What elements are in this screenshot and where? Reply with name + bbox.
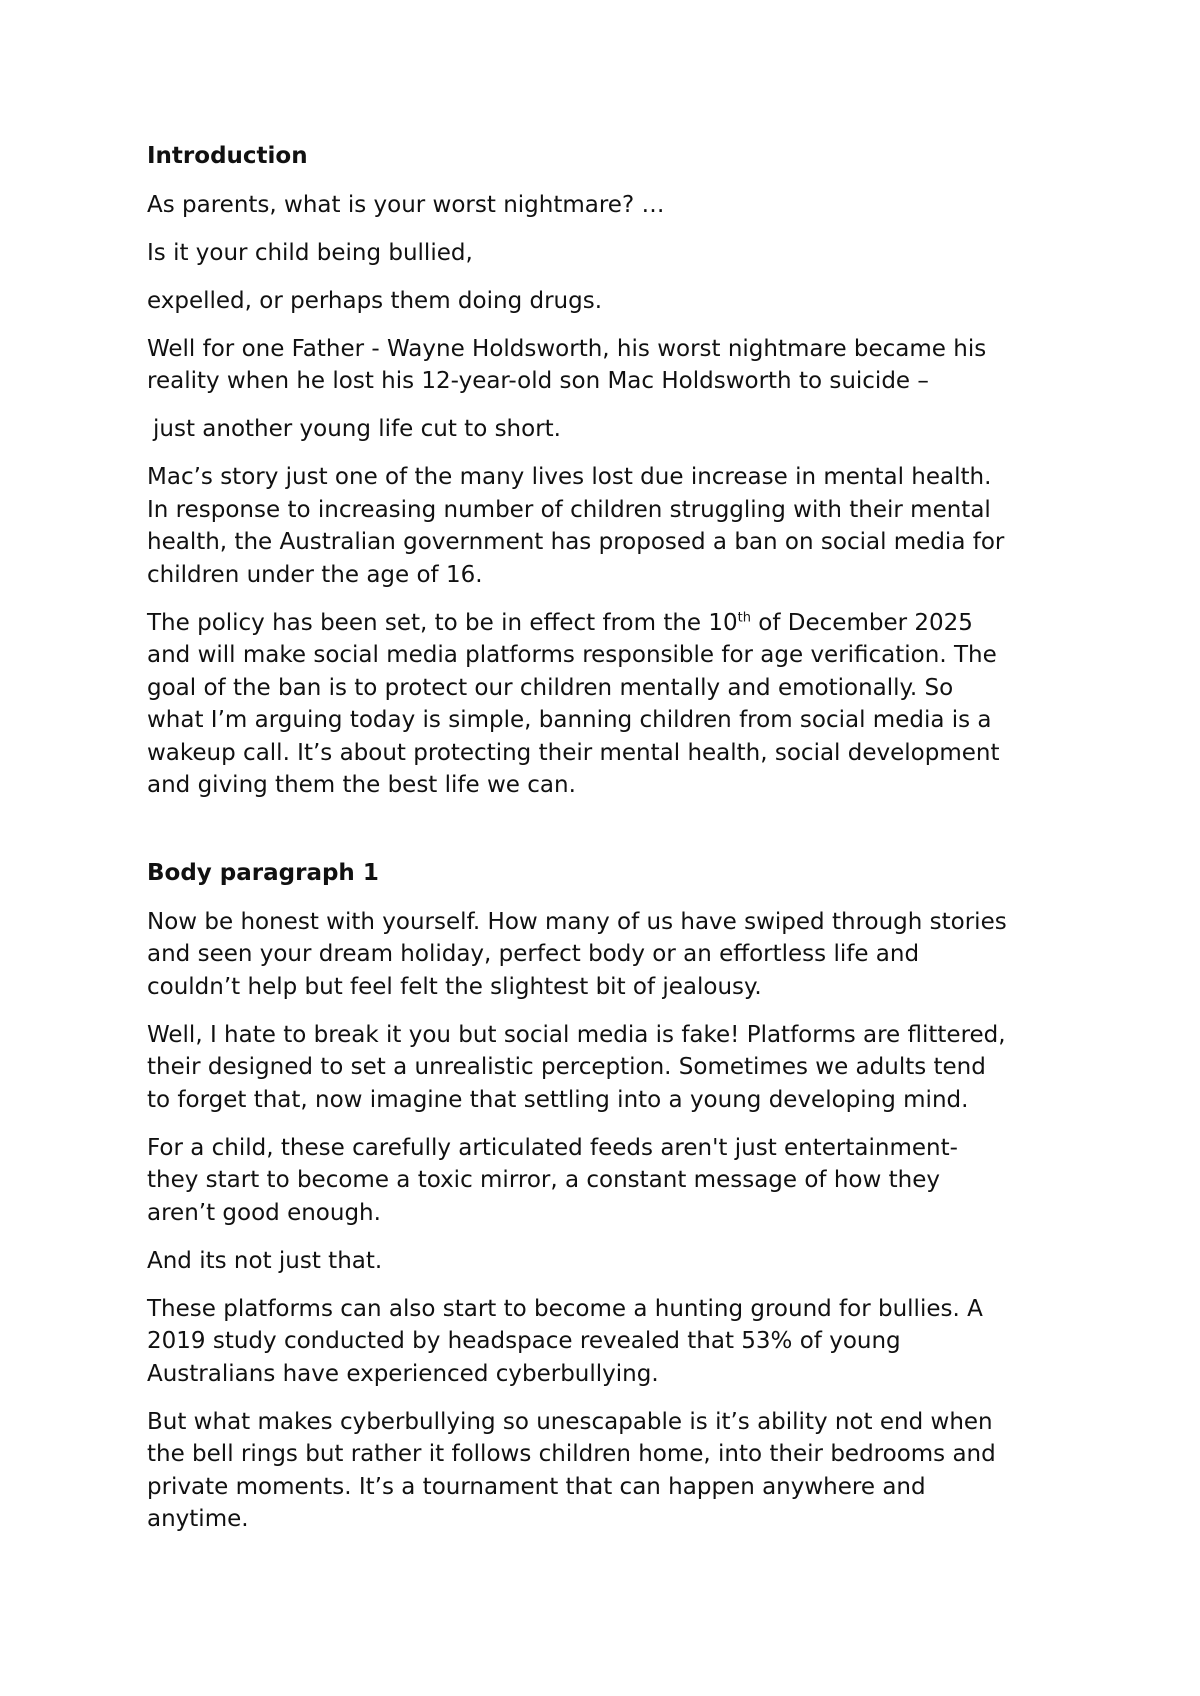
text-line: reality when he lost his 12-year-old son Mac Holdsworth to suicide – xyxy=(147,368,929,394)
body1-paragraph-4: And its not just that. xyxy=(147,1247,383,1274)
text-line: Australians have experienced cyberbullying. xyxy=(147,1360,659,1387)
intro-paragraph-7 xyxy=(147,607,1087,802)
intro-paragraph-4 xyxy=(147,333,1087,398)
text-line: wakeup call. It’s about protecting their mental health, social development xyxy=(147,739,1000,766)
text-line: goal of the ban is to protect our children mentally and emotionally. So xyxy=(147,674,954,701)
text-line: In response to increasing number of children struggling with their mental xyxy=(147,496,991,523)
text-line: 2019 study conducted by headspace revealed that 53% of young xyxy=(147,1328,901,1354)
body-paragraph-1-heading: Body paragraph 1 xyxy=(147,860,379,886)
text-line xyxy=(147,607,1087,640)
section-spacer xyxy=(147,817,1087,857)
text-line: and seen your dream holiday, perfect body or an effortless life and xyxy=(147,941,920,967)
introduction-heading: Introduction xyxy=(147,143,308,169)
text-line: the bell rings but rather it follows children home, into their bedrooms and xyxy=(147,1441,996,1467)
text-line: and giving them the best life we can. xyxy=(147,772,576,798)
intro-paragraph-5: just another young life cut to short. xyxy=(153,416,561,442)
document-page xyxy=(147,140,1087,1551)
text-line: But what makes cyberbullying so unescapable is it’s ability not end when xyxy=(147,1408,993,1435)
text-line: For a child, these carefully articulated feeds aren't just entertainment- xyxy=(147,1134,958,1161)
text-line: children under the age of 16. xyxy=(147,561,483,588)
text-line: Mac’s story just one of the many lives lost due increase in mental health. xyxy=(147,464,992,490)
body1-paragraph-6 xyxy=(147,1406,1087,1536)
body1-paragraph-2 xyxy=(147,1019,1087,1117)
text-line: These platforms can also start to become a hunting ground for bullies. A xyxy=(147,1295,983,1322)
intro-paragraph-3: expelled, or perhaps them doing drugs. xyxy=(147,287,603,314)
intro-paragraph-1: As parents, what is your worst nightmare? … xyxy=(147,191,665,218)
text-line: their designed to set a unrealistic perception. Sometimes we adults tend xyxy=(147,1054,986,1080)
text-line: what I’m arguing today is simple, banning children from social media is a xyxy=(147,707,992,733)
text-line: Now be honest with yourself. How many of us have swiped through stories xyxy=(147,908,1007,935)
text-line: health, the Australian government has proposed a ban on social media for xyxy=(147,529,1005,555)
text-line: private moments. It’s a tournament that can happen anywhere and xyxy=(147,1473,926,1500)
text-line: to forget that, now imagine that settling into a young developing mind. xyxy=(147,1086,969,1113)
text-line: Well, I hate to break it you but social media is fake! Platforms are flittered, xyxy=(147,1021,1006,1048)
body1-paragraph-1 xyxy=(147,906,1087,1004)
text-fragment: of December 2025 xyxy=(751,609,973,636)
intro-paragraph-6 xyxy=(147,461,1087,591)
superscript: th xyxy=(737,609,751,625)
body1-paragraph-3 xyxy=(147,1132,1087,1230)
text-line: aren’t good enough. xyxy=(147,1199,381,1226)
body1-paragraph-5 xyxy=(147,1293,1087,1391)
text-line: couldn’t help but feel felt the slightest bit of jealousy. xyxy=(147,973,762,1000)
text-line: anytime. xyxy=(147,1506,249,1532)
text-line: Well for one Father - Wayne Holdsworth, his worst nightmare became his xyxy=(147,335,987,362)
text-line: they start to become a toxic mirror, a constant message of how they xyxy=(147,1167,940,1193)
intro-paragraph-2: Is it your child being bullied, xyxy=(147,239,473,266)
text-line: and will make social media platforms responsible for age verification. The xyxy=(147,642,997,668)
text-fragment: The policy has been set, to be in effect from the 10 xyxy=(147,609,738,636)
